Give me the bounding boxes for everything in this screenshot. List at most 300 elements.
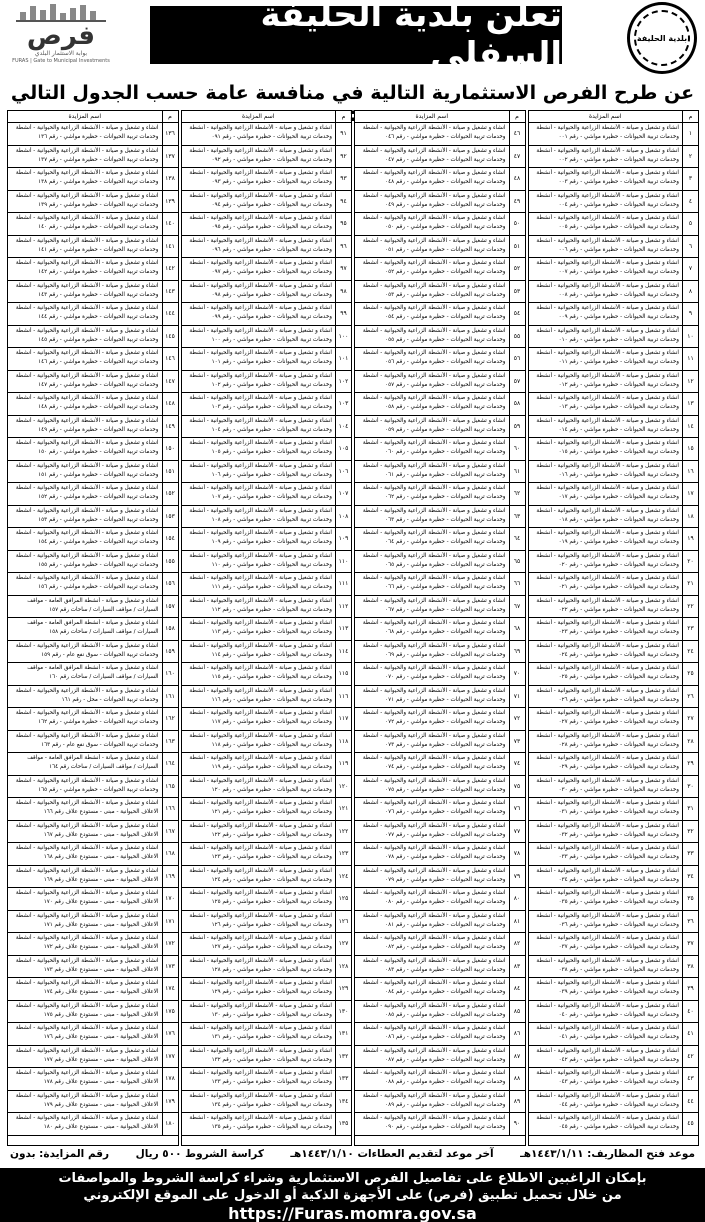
table-row — [355, 393, 525, 416]
row-number: ٦٤ — [509, 528, 525, 550]
row-name: انشاء و تشغيل و صيانة - الأنشطة الزراعية والحيوانية - أنشطة وخدمات تربية الحيوانات - حظيرة مواشي - رقم ٠٣٣ — [536, 845, 679, 860]
table-row — [182, 303, 352, 326]
row-number: ١٤٠ — [162, 213, 178, 235]
row-number: ٣٩ — [682, 978, 698, 1000]
row-name: انشاء و تشغيل و صيانة - الأنشطة الزراعية والحيوانية - أنشطة الاعلاف الحيوانية - مبنى - مستودع علاف رقم ١٧٦ — [15, 1025, 159, 1040]
row-number: ٧٣ — [509, 731, 525, 753]
row-number: ١٦٣ — [162, 731, 178, 753]
row-name: انشاء و تشغيل و صيانة - الأنشطة الزراعية والحيوانية - أنشطة الاعلاف الحيوانية - مبنى - مستودع علاف رقم ١٧٢ — [15, 935, 159, 950]
table-row — [529, 123, 699, 146]
row-name: انشاء و تشغيل و صيانة - الأنشطة الزراعية والحيوانية - أنشطة وخدمات تربية الحيوانات - حظيرة مواشي - رقم ٠٠١ — [536, 125, 679, 140]
row-name: انشاء و تشغيل و صيانة - الأنشطة الزراعية والحيوانية - أنشطة وخدمات تربية الحيوانات - حظيرة مواشي - رقم ١٥٠ — [15, 440, 159, 455]
table-row — [529, 281, 699, 304]
row-number: ١٣٥ — [335, 1113, 351, 1135]
row-number: ١٠٩ — [335, 528, 351, 550]
row-number: ١٢ — [682, 371, 698, 393]
table-row — [355, 686, 525, 709]
table-row — [355, 371, 525, 394]
table-row — [182, 438, 352, 461]
row-name: انشاء و تشغيل و صيانة - الأنشطة الزراعية والحيوانية - أنشطة وخدمات تربية الحيوانات - حظيرة مواشي - رقم ١٠٩ — [189, 530, 332, 545]
row-number: ٤٣ — [682, 1068, 698, 1090]
table-row — [8, 123, 178, 146]
row-number: ٧٢ — [509, 708, 525, 730]
row-name: انشاء و تشغيل و صيانة - الأنشطة الزراعية والحيوانية - أنشطة الاعلاف الحيوانية - مبنى - مستودع علاف رقم ١٧٧ — [15, 1047, 159, 1063]
row-number: ١٥٢ — [162, 483, 178, 505]
table-row — [182, 821, 352, 844]
table-row — [182, 978, 352, 1001]
opportunities-table — [7, 110, 699, 1146]
row-number: ٨٢ — [509, 933, 525, 955]
table-row — [182, 731, 352, 754]
table-row — [529, 168, 699, 191]
row-name: انشاء و تشغيل و صيانة - الأنشطة الزراعية والحيوانية - أنشطة وخدمات تربية الحيوانات - حظيرة مواشي - رقم ١٢١ — [189, 800, 332, 815]
row-number: ١٧١ — [162, 911, 178, 933]
row-number: ٨١ — [509, 911, 525, 933]
row-name: انشاء و تشغيل و صيانة - الأنشطة الزراعية والحيوانية - أنشطة وخدمات تربية الحيوانات - حظيرة مواشي - رقم ١٣٩ — [15, 192, 159, 208]
row-name: انشاء و تشغيل و صيانة - الأنشطة الزراعية والحيوانية - أنشطة وخدمات تربية الحيوانات - حظيرة مواشي - رقم ٠٢٨ — [536, 732, 679, 748]
row-number: ١٣٧ — [162, 146, 178, 168]
row-number: ١٣٨ — [162, 168, 178, 190]
row-number: ٢٤ — [682, 641, 698, 663]
row-number: ١٢٣ — [335, 843, 351, 865]
row-number: ٦٨ — [509, 618, 525, 640]
row-number: ٩٢ — [335, 146, 351, 168]
row-name: انشاء و تشغيل و صيانة - الأنشطة الزراعية والحيوانية - أنشطة وخدمات تربية الحيوانات - حظيرة مواشي - رقم ١٤٧ — [15, 372, 159, 388]
row-number: ٣ — [682, 168, 698, 190]
row-number: ٨٦ — [509, 1023, 525, 1045]
row-name: انشاء و تشغيل و صيانة - الأنشطة الزراعية والحيوانية - أنشطة وخدمات تربية الحيوانات - حظيرة مواشي - رقم ٠٩٦ — [189, 237, 332, 253]
row-name: انشاء و تشغيل و صيانة - الأنشطة الزراعية والحيوانية - أنشطة الاعلاف الحيوانية - مبنى - مستودع علاف رقم ١٧٩ — [15, 1092, 159, 1108]
table-row — [529, 753, 699, 776]
row-number: ١٠ — [682, 326, 698, 348]
row-number: ٣٤ — [682, 866, 698, 888]
row-number: ١٧٢ — [162, 933, 178, 955]
table-row — [8, 821, 178, 844]
row-number: ٩١ — [335, 123, 351, 145]
row-number: ٩٧ — [335, 258, 351, 280]
row-number: ٥٩ — [509, 416, 525, 438]
row-name: انشاء و تشغيل و صيانة - الأنشطة الزراعية والحيوانية - أنشطة وخدمات تربية الحيوانات - حظيرة مواشي - رقم ٠٨٨ — [362, 1070, 506, 1085]
row-name: انشاء و تشغيل و صيانة - الأنشطة الزراعية والحيوانية - أنشطة وخدمات تربية الحيوانات - حظيرة مواشي - رقم ٠٤١ — [536, 1025, 679, 1040]
row-name: انشاء و تشغيل و صيانة - الأنشطة الزراعية والحيوانية - أنشطة وخدمات تربية الحيوانات - حظيرة مواشي - رقم ١١١ — [189, 575, 332, 590]
table-row — [529, 843, 699, 866]
row-number: ١٤٩ — [162, 416, 178, 438]
table-row — [8, 326, 178, 349]
row-name: انشاء و تشغيل و صيانة - الأنشطة الزراعية والحيوانية - أنشطة وخدمات تربية الحيوانات - حظيرة مواشي - رقم ١٢٢ — [189, 822, 332, 838]
municipality-seal-icon — [627, 2, 697, 74]
row-name: انشاء و تشغيل و صيانة - الأنشطة الزراعية والحيوانية - أنشطة وخدمات تربية الحيوانات - حظيرة مواشي - رقم ٠٥١ — [362, 237, 506, 253]
row-name: انشاء و تشغيل و صيانة - الأنشطة الزراعية والحيوانية - أنشطة وخدمات تربية الحيوانات - حظيرة مواشي - رقم ٠٥٣ — [362, 282, 506, 298]
row-name: انشاء و تشغيل و صيانة - الأنشطة الزراعية والحيوانية - أنشطة وخدمات تربية الحيوانات - حظيرة مواشي - رقم ٠٩٢ — [189, 147, 332, 163]
table-row — [355, 326, 525, 349]
table-row — [8, 663, 178, 686]
table-row — [529, 978, 699, 1001]
table-row — [182, 393, 352, 416]
row-number: ١٥٩ — [162, 641, 178, 663]
row-number: ١١٥ — [335, 663, 351, 685]
row-number: ٦٠ — [509, 438, 525, 460]
table-row — [182, 1046, 352, 1069]
table-row — [182, 708, 352, 731]
header-name: اسم المزايدة — [242, 113, 275, 120]
row-number: ١٣٩ — [162, 191, 178, 213]
row-number: ١٧٥ — [162, 1001, 178, 1023]
table-row — [8, 483, 178, 506]
row-number: ١٢٧ — [335, 933, 351, 955]
row-name: انشاء و تشغيل و صيانة - الأنشطة الزراعية والحيوانية - أنشطة وخدمات تربية الحيوانات - حظيرة مواشي - رقم ١١٣ — [189, 620, 332, 635]
row-number: ٧٦ — [509, 798, 525, 820]
row-name: انشاء و تشغيل و صيانة - الأنشطة الزراعية والحيوانية - أنشطة وخدمات تربية الحيوانات - حظيرة مواشي - رقم ١١٩ — [189, 755, 332, 770]
envelope-opening-date: موعد فتح المظاريف: ١٤٤٣/١/١١هـ — [520, 1148, 695, 1160]
row-name: انشاء و تشغيل و صيانة - الأنشطة الزراعية والحيوانية - أنشطة وخدمات تربية الحيوانات - حظيرة مواشي - رقم ١٣٢ — [189, 1047, 332, 1063]
brand-subtitle: بوابة الاستثمار البلدي — [34, 50, 88, 57]
row-number: ٧ — [682, 258, 698, 280]
table-row — [529, 348, 699, 371]
row-name: انشاء و تشغيل و صيانة - الأنشطة الزراعية والحيوانية - أنشطة وخدمات تربية الحيوانات - حظيرة مواشي - رقم ٠٨١ — [362, 912, 506, 928]
table-row — [529, 213, 699, 236]
row-number: ١٦٥ — [162, 776, 178, 798]
table-row — [182, 168, 352, 191]
row-name: انشاء و تشغيل و صيانة - الأنشطة الزراعية والحيوانية - أنشطة وخدمات تربية الحيوانات - حظيرة مواشي - رقم ٠٧٤ — [362, 755, 506, 770]
table-row — [8, 573, 178, 596]
table-row — [182, 191, 352, 214]
row-number: ٧٠ — [509, 663, 525, 685]
row-number: ١٤٦ — [162, 348, 178, 370]
row-name: انشاء و تشغيل و صيانة - الأنشطة الزراعية والحيوانية - أنشطة وخدمات تربية الحيوانات - حظيرة مواشي - رقم ٠٥٤ — [362, 305, 506, 320]
row-number: ٨٧ — [509, 1046, 525, 1068]
row-number: ٢٧ — [682, 708, 698, 730]
row-number: ١١ — [682, 348, 698, 370]
row-number: ١٣٤ — [335, 1091, 351, 1113]
table-row — [182, 798, 352, 821]
table-row — [8, 1023, 178, 1046]
table-row — [8, 236, 178, 259]
table-row — [529, 888, 699, 911]
row-name: انشاء و تشغيل و صيانة - الأنشطة الزراعية والحيوانية - أنشطة وخدمات تربية الحيوانات - سوق نفع عام - رقم ١٦٣ — [15, 732, 159, 748]
table-row — [355, 978, 525, 1001]
row-name: انشاء و تشغيل و صيانة - الأنشطة الزراعية والحيوانية - أنشطة وخدمات تربية الحيوانات - حظيرة مواشي - رقم ١٠١ — [189, 350, 332, 365]
row-number: ١٧٠ — [162, 888, 178, 910]
row-number: ٢١ — [682, 573, 698, 595]
row-name: انشاء و تشغيل و صيانة - الأنشطة الزراعية والحيوانية - أنشطة وخدمات تربية الحيوانات - حظيرة مواشي - رقم ٠٧١ — [362, 687, 506, 703]
row-number: ٣٧ — [682, 933, 698, 955]
row-number: ٩٠ — [509, 1113, 525, 1135]
row-name: انشاء و تشغيل و صيانة - الأنشطة الزراعية والحيوانية - أنشطة وخدمات تربية الحيوانات - حظيرة مواشي - رقم ٠٨٠ — [362, 890, 506, 905]
row-name: انشاء و تشغيل و صيانة - الأنشطة الزراعية والحيوانية - أنشطة وخدمات تربية الحيوانات - حظيرة مواشي - رقم ١٢٨ — [189, 957, 332, 973]
website-link[interactable]: https://Furas.momra.gov.sa — [228, 1204, 477, 1222]
row-number: ١١٧ — [335, 708, 351, 730]
row-number: ٥١ — [509, 236, 525, 258]
footer-note-2: من خلال تحميل تطبيق (فرص) على الأجهزة الذكية أو الدخول على الموقع الإلكتروني — [83, 1188, 622, 1203]
table-row — [529, 933, 699, 956]
row-name: انشاء و تشغيل و صيانة - الأنشطة الزراعية والحيوانية - أنشطة وخدمات تربية الحيوانات - حظيرة مواشي - رقم ٠٣٠ — [536, 777, 679, 793]
table-row — [8, 528, 178, 551]
row-number: ١١٦ — [335, 686, 351, 708]
row-name: انشاء و تشغيل و صيانة - الأنشطة الزراعية والحيوانية - أنشطة وخدمات تربية الحيوانات - حظيرة مواشي - رقم ٠١٥ — [536, 440, 679, 455]
row-name: انشاء و تشغيل و صيانة - الأنشطة الزراعية والحيوانية - أنشطة وخدمات تربية الحيوانات - حظيرة مواشي - رقم ١٥٣ — [15, 507, 159, 523]
table-row — [355, 1113, 525, 1136]
table-row — [529, 708, 699, 731]
row-name: انشاء و تشغيل و صيانة - الأنشطة الزراعية والحيوانية - أنشطة وخدمات تربية الحيوانات - حظيرة مواشي - رقم ٠٩١ — [189, 125, 332, 140]
row-name: انشاء و تشغيل و صيانة - الأنشطة الزراعية والحيوانية - أنشطة وخدمات تربية الحيوانات - حظيرة مواشي - رقم ٠٠٤ — [536, 192, 679, 208]
row-name: انشاء و تشغيل و صيانة - الأنشطة الزراعية والحيوانية - أنشطة وخدمات تربية الحيوانات - حظيرة مواشي - رقم ٠٣٩ — [536, 980, 679, 995]
table-row — [355, 146, 525, 169]
row-name: انشاء و تشغيل و صيانة - الأنشطة الزراعية والحيوانية - أنشطة وخدمات تربية الحيوانات - حظيرة مواشي - رقم ٠٣١ — [536, 800, 679, 815]
table-row — [355, 618, 525, 641]
row-number: ٢٨ — [682, 731, 698, 753]
row-number: ٨٠ — [509, 888, 525, 910]
row-name: انشاء و تشغيل و صيانة - الأنشطة الزراعية والحيوانية - أنشطة وخدمات تربية الحيوانات - حظيرة مواشي - رقم ٠٩٥ — [189, 215, 332, 230]
table-row — [8, 641, 178, 664]
row-name: انشاء و تشغيل و صيانة - الأنشطة الزراعية والحيوانية - أنشطة وخدمات تربية الحيوانات - حظيرة مواشي - رقم ٠٥٧ — [362, 372, 506, 388]
table-row — [355, 663, 525, 686]
row-number: ٦١ — [509, 461, 525, 483]
row-number: ٢٢ — [682, 596, 698, 618]
table-row — [8, 978, 178, 1001]
row-number: ١٥٥ — [162, 551, 178, 573]
row-name: انشاء و تشغيل و صيانة - الأنشطة الزراعية والحيوانية - أنشطة وخدمات تربية الحيوانات - حظيرة مواشي - رقم ٠٧٨ — [362, 845, 506, 860]
table-row — [182, 933, 352, 956]
row-number: ١٥٨ — [162, 618, 178, 640]
row-name: انشاء و تشغيل و صيانة - الأنشطة الزراعية والحيوانية - أنشطة وخدمات تربية الحيوانات - حظيرة مواشي - رقم ١٦٢ — [15, 710, 159, 725]
row-name: انشاء و تشغيل و صيانة - الأنشطة الزراعية والحيوانية - أنشطة وخدمات تربية الحيوانات - حظيرة مواشي - رقم ٠٤٨ — [362, 170, 506, 185]
row-number: ٦٢ — [509, 483, 525, 505]
row-name: انشاء و تشغيل و صيانة - الأنشطة الزراعية والحيوانية - أنشطة وخدمات تربية الحيوانات - حظيرة مواشي - رقم ٠٧٦ — [362, 800, 506, 815]
row-number: ١٦٢ — [162, 708, 178, 730]
row-name: انشاء و تشغيل و صيانة - الأنشطة الزراعية والحيوانية - أنشطة وخدمات تربية الحيوانات - حظيرة مواشي - رقم ٠٤٦ — [362, 125, 506, 140]
row-number: ٣٢ — [682, 821, 698, 843]
row-name: انشاء و تشغيل و صيانة - الأنشطة الزراعية والحيوانية - أنشطة وخدمات تربية الحيوانات - حظيرة مواشي - رقم ٠٨٣ — [362, 957, 506, 973]
row-number: ١١٢ — [335, 596, 351, 618]
row-name: انشاء و تشغيل و صيانة - الأنشطة الزراعية والحيوانية - أنشطة وخدمات تربية الحيوانات - حظيرة مواشي - رقم ٠٧٠ — [362, 665, 506, 680]
row-name: انشاء و تشغيل و صيانة - الأنشطة الزراعية والحيوانية - أنشطة وخدمات تربية الحيوانات - حظيرة مواشي - رقم ٠٩٩ — [189, 305, 332, 320]
row-number: ١٢٩ — [335, 978, 351, 1000]
row-number: ١٥ — [682, 438, 698, 460]
brand-english: FURAS | Gate to Municipal Investments — [12, 58, 110, 64]
row-name: انشاء و تشغيل و صيانة - الأنشطة الزراعية والحيوانية - أنشطة وخدمات تربية الحيوانات - حظيرة مواشي - رقم ٠٢٠ — [536, 552, 679, 568]
table-row — [8, 438, 178, 461]
row-number: ١٢٥ — [335, 888, 351, 910]
row-name: انشاء و تشغيل و صيانة - الأنشطة الزراعية والحيوانية - أنشطة وخدمات تربية الحيوانات - حظيرة مواشي - رقم ١٣٧ — [15, 147, 159, 163]
table-header — [355, 111, 525, 123]
row-number: ٢٦ — [682, 686, 698, 708]
row-number: ٢٠ — [682, 551, 698, 573]
row-number: ١٦٠ — [162, 663, 178, 685]
table-row — [8, 1068, 178, 1091]
row-name: انشاء و تشغيل و صيانة - الأنشطة الزراعية والحيوانية - أنشطة وخدمات تربية الحيوانات - حظيرة مواشي - رقم ٠١١ — [536, 350, 679, 365]
table-row — [182, 326, 352, 349]
table-row — [182, 213, 352, 236]
row-name: انشاء و تشغيل و صيانة - الأنشطة الزراعية والحيوانية - أنشطة وخدمات تربية الحيوانات - حظيرة مواشي - رقم ٠٣٨ — [536, 957, 679, 973]
table-row — [182, 866, 352, 889]
row-number: ٢٩ — [682, 753, 698, 775]
row-name: انشاء و تشغيل و صيانة - الأنشطة الزراعية والحيوانية - أنشطة وخدمات تربية الحيوانات - حظيرة مواشي - رقم ١٣٤ — [189, 1092, 332, 1108]
table-row — [182, 686, 352, 709]
row-number: ٣٨ — [682, 956, 698, 978]
row-name: انشاء و تشغيل و صيانة - الأنشطة الزراعية والحيوانية - أنشطة وخدمات تربية الحيوانات - حظيرة مواشي - رقم ٠٠٨ — [536, 282, 679, 298]
row-name: انشاء و تشغيل و صيانة - الأنشطة الزراعية والحيوانية - أنشطة وخدمات تربية الحيوانات - حظيرة مواشي - رقم ٠٦٦ — [362, 575, 506, 590]
table-row — [355, 956, 525, 979]
row-number: ٩ — [682, 303, 698, 325]
row-name: انشاء و تشغيل و صيانة - الأنشطة الزراعية والحيوانية - أنشطة وخدمات تربية الحيوانات - حظيرة مواشي - رقم ٠٢٥ — [536, 665, 679, 680]
table-row — [355, 191, 525, 214]
table-row — [182, 348, 352, 371]
auction-number: رقم المزايدة: بدون — [10, 1148, 110, 1160]
row-number: ١٠٠ — [335, 326, 351, 348]
row-name: انشاء و تشغيل و صيانة - الأنشطة الزراعية والحيوانية - أنشطة وخدمات تربية الحيوانات - حظيرة مواشي - رقم ١٢٣ — [189, 845, 332, 860]
row-name: انشاء و تشغيل و صيانة - الأنشطة الزراعية والحيوانية - أنشطة وخدمات تربية الحيوانات - حظيرة مواشي - رقم ١٣٨ — [15, 170, 159, 185]
row-number: ٦٧ — [509, 596, 525, 618]
table-row — [529, 663, 699, 686]
row-number: ٩٩ — [335, 303, 351, 325]
row-name: انشاء و تشغيل و صيانة - الأنشطة الزراعية والحيوانية - أنشطة وخدمات تربية الحيوانات - حظيرة مواشي - رقم ٠٦٢ — [362, 485, 506, 500]
table-row — [355, 731, 525, 754]
skyline-icon — [16, 4, 106, 22]
table-row — [182, 506, 352, 529]
row-name: انشاء و تشغيل و صيانة - الأنشطة الزراعية والحيوانية - أنشطة وخدمات تربية الحيوانات - حظيرة مواشي - رقم ١٢٤ — [189, 867, 332, 883]
row-name: انشاء و تشغيل و صيانة - الأنشطة الزراعية والحيوانية - أنشطة وخدمات تربية الحيوانات - حظيرة مواشي - رقم ٠٣٢ — [536, 822, 679, 838]
row-name: انشاء و تشغيل و صيانة - الأنشطة الزراعية والحيوانية - أنشطة وخدمات تربية الحيوانات - حظيرة مواشي - رقم ١٠٣ — [189, 395, 332, 410]
table-row — [529, 393, 699, 416]
row-name: انشاء و تشغيل و صيانة - الأنشطة الزراعية والحيوانية - أنشطة وخدمات تربية الحيوانات - حظيرة مواشي - رقم ٠٧٥ — [362, 777, 506, 793]
row-number: ١٨ — [682, 506, 698, 528]
table-row — [8, 348, 178, 371]
seal-text: بلدية الحليفة — [634, 10, 690, 66]
row-name: انشاء و تشغيل و صيانة - الأنشطة الزراعية والحيوانية - أنشطة وخدمات تربية الحيوانات - حظيرة مواشي - رقم ٠٣٦ — [536, 912, 679, 928]
table-row — [8, 843, 178, 866]
row-number: ١٥٤ — [162, 528, 178, 550]
row-number: ١٣١ — [335, 1023, 351, 1045]
header — [0, 0, 705, 80]
table-header — [529, 111, 699, 123]
table-row — [182, 258, 352, 281]
table-row — [355, 303, 525, 326]
row-number: ١٤٢ — [162, 258, 178, 280]
row-name: انشاء و تشغيل و صيانة - الأنشطة الزراعية والحيوانية - أنشطة الاعلاف الحيوانية - مبنى - مستودع علاف رقم ١٦٧ — [15, 822, 159, 838]
row-name: انشاء و تشغيل و صيانة - الأنشطة الزراعية والحيوانية - أنشطة الاعلاف الحيوانية - مبنى - مستودع علاف رقم ١٦٨ — [15, 845, 159, 860]
row-number: ٥٣ — [509, 281, 525, 303]
table-row — [529, 641, 699, 664]
header-number: م — [509, 111, 525, 122]
row-name: انشاء و تشغيل و صيانة - الأنشطة الزراعية والحيوانية - أنشطة وخدمات تربية الحيوانات - حظيرة مواشي - رقم ١٤٩ — [15, 417, 159, 433]
table-row — [355, 236, 525, 259]
row-name: انشاء و تشغيل و صيانة - الأنشطة الزراعية والحيوانية - أنشطة وخدمات تربية الحيوانات - حظيرة مواشي - رقم ٠٢٩ — [536, 755, 679, 770]
row-name: انشاء و تشغيل و صيانة - الأنشطة الزراعية والحيوانية - أنشطة وخدمات تربية الحيوانات - حظيرة مواشي - رقم ١٠٥ — [189, 440, 332, 455]
row-number: ٤ — [682, 191, 698, 213]
row-number: ١٥٦ — [162, 573, 178, 595]
row-name: انشاء و تشغيل و صيانة - الأنشطة الزراعية والحيوانية - أنشطة وخدمات تربية الحيوانات - محل - رقم ١٦١ — [15, 687, 159, 703]
table-column — [528, 110, 700, 1146]
row-number: ١٧ — [682, 483, 698, 505]
row-number: ٤٧ — [509, 146, 525, 168]
row-number: ١٥٧ — [162, 596, 178, 618]
table-row — [8, 281, 178, 304]
header-number: م — [162, 111, 178, 122]
table-row — [8, 461, 178, 484]
row-number: ٧٩ — [509, 866, 525, 888]
row-name: انشاء و تشغيل و صيانة - الأنشطة الزراعية والحيوانية - أنشطة الاعلاف الحيوانية - مبنى - مستودع علاف رقم ١٨٠ — [15, 1115, 159, 1130]
table-row — [8, 686, 178, 709]
row-name: انشاء و تشغيل و صيانة - الأنشطة الزراعية والحيوانية - أنشطة وخدمات تربية الحيوانات - حظيرة مواشي - رقم ٠٥٩ — [362, 417, 506, 433]
row-name: انشاء و تشغيل و صيانة - الأنشطة الزراعية والحيوانية - أنشطة وخدمات تربية الحيوانات - حظيرة مواشي - رقم ١٤٤ — [15, 305, 159, 320]
table-row — [529, 573, 699, 596]
row-name: انشاء و تشغيل و صيانة - الأنشطة الزراعية والحيوانية - أنشطة الاعلاف الحيوانية - مبنى - مستودع علاف رقم ١٧١ — [15, 912, 159, 928]
table-row — [355, 258, 525, 281]
row-name: انشاء و تشغيل و صيانة - الأنشطة الزراعية والحيوانية - أنشطة وخدمات تربية الحيوانات - حظيرة مواشي - رقم ١١٠ — [189, 552, 332, 568]
row-number: ٣٠ — [682, 776, 698, 798]
row-number: ٧٥ — [509, 776, 525, 798]
row-number: ١٤١ — [162, 236, 178, 258]
row-name: انشاء و تشغيل و صيانة - الأنشطة الزراعية والحيوانية - أنشطة وخدمات تربية الحيوانات - حظيرة مواشي - رقم ١١٥ — [189, 665, 332, 680]
row-name: انشاء و تشغيل و صيانة - الأنشطة الزراعية والحيوانية - أنشطة وخدمات تربية الحيوانات - حظيرة مواشي - رقم ٠٤٧ — [362, 147, 506, 163]
table-row — [8, 506, 178, 529]
table-row — [355, 1023, 525, 1046]
row-number: ١٤ — [682, 416, 698, 438]
row-number: ١٢٢ — [335, 821, 351, 843]
row-name: انشاء و تشغيل و صيانة - الأنشطة الزراعية والحيوانية - أنشطة وخدمات تربية الحيوانات - حظيرة مواشي - رقم ٠٩٨ — [189, 282, 332, 298]
row-name: انشاء و تشغيل و صيانة - الأنشطة الزراعية والحيوانية - أنشطة وخدمات تربية الحيوانات - حظيرة مواشي - رقم ١٢٩ — [189, 980, 332, 995]
row-name: انشاء و تشغيل و صيانة - الأنشطة الزراعية والحيوانية - أنشطة وخدمات تربية الحيوانات - حظيرة مواشي - رقم ٠٦٨ — [362, 620, 506, 635]
table-row — [8, 798, 178, 821]
row-name: انشاء و تشغيل و صيانة - الأنشطة الزراعية والحيوانية - أنشطة وخدمات تربية الحيوانات - حظيرة مواشي - رقم ١٥١ — [15, 462, 159, 478]
row-number: ٧١ — [509, 686, 525, 708]
row-name: انشاء و تشغيل و صيانة - الأنشطة الزراعية والحيوانية - أنشطة وخدمات تربية الحيوانات - حظيرة مواشي - رقم ٠٢١ — [536, 575, 679, 590]
row-number: ٦٦ — [509, 573, 525, 595]
row-number: ١٠٨ — [335, 506, 351, 528]
row-number: ٥٨ — [509, 393, 525, 415]
table-row — [529, 1091, 699, 1114]
row-name: انشاء و تشغيل و صيانة - الأنشطة الزراعية والحيوانية - أنشطة وخدمات تربية الحيوانات - حظيرة مواشي - رقم ٠٠٢ — [536, 147, 679, 163]
row-name: انشاء و تشغيل و صيانة - الأنشطة الزراعية والحيوانية - أنشطة الاعلاف الحيوانية - مبنى - مستودع علاف رقم ١٦٦ — [15, 800, 159, 815]
table-row — [529, 618, 699, 641]
table-row — [355, 483, 525, 506]
row-name: انشاء و تشغيل و صيانة - الأنشطة الزراعية والحيوانية - أنشطة وخدمات تربية الحيوانات - حظيرة مواشي - رقم ١٣٣ — [189, 1070, 332, 1085]
row-name: انشاء و تشغيل و صيانة - أنشطة المرافق العامة - مواقف السيارات / مواقف السيارات / ساحات رقم ١٦٠ — [27, 665, 159, 680]
table-row — [529, 956, 699, 979]
table-row — [182, 596, 352, 619]
row-number: ٢٣ — [682, 618, 698, 640]
row-name: انشاء و تشغيل و صيانة - الأنشطة الزراعية والحيوانية - أنشطة وخدمات تربية الحيوانات - حظيرة مواشي - رقم ٠٧٣ — [362, 732, 506, 748]
table-row — [8, 371, 178, 394]
announcement-subtitle: عن طرح الفرص الاستثمارية التالية في منافسة عامة حسب الجدول التالي : — [10, 82, 695, 126]
row-name: انشاء و تشغيل و صيانة - الأنشطة الزراعية والحيوانية - أنشطة وخدمات تربية الحيوانات - حظيرة مواشي - رقم ١٠٤ — [189, 417, 332, 433]
submission-deadline: آخر موعد لتقديم العطاءات ١٤٤٣/١/١٠هـ — [290, 1148, 494, 1160]
row-name: انشاء و تشغيل و صيانة - الأنشطة الزراعية والحيوانية - أنشطة وخدمات تربية الحيوانات - حظيرة مواشي - رقم ٠٦٣ — [362, 507, 506, 523]
table-row — [355, 821, 525, 844]
table-row — [182, 551, 352, 574]
row-number: ١٠٥ — [335, 438, 351, 460]
row-number: ١٧٨ — [162, 1068, 178, 1090]
row-number: ٤٠ — [682, 1001, 698, 1023]
row-name: انشاء و تشغيل و صيانة - الأنشطة الزراعية والحيوانية - أنشطة وخدمات تربية الحيوانات - حظيرة مواشي - رقم ١٠٨ — [189, 507, 332, 523]
table-row — [529, 303, 699, 326]
row-name: انشاء و تشغيل و صيانة - الأنشطة الزراعية والحيوانية - أنشطة وخدمات تربية الحيوانات - حظيرة مواشي - رقم ١٥٢ — [15, 485, 159, 500]
table-row — [8, 191, 178, 214]
table-row — [8, 146, 178, 169]
row-name: انشاء و تشغيل و صيانة - الأنشطة الزراعية والحيوانية - أنشطة وخدمات تربية الحيوانات - حظيرة مواشي - رقم ١٥٤ — [15, 530, 159, 545]
table-row — [182, 753, 352, 776]
table-row — [8, 731, 178, 754]
row-number: ١١١ — [335, 573, 351, 595]
row-number: ١٦٦ — [162, 798, 178, 820]
row-name: انشاء و تشغيل و صيانة - الأنشطة الزراعية والحيوانية - أنشطة وخدمات تربية الحيوانات - حظيرة مواشي - رقم ١١٢ — [189, 597, 332, 613]
row-name: انشاء و تشغيل و صيانة - الأنشطة الزراعية والحيوانية - أنشطة وخدمات تربية الحيوانات - حظيرة مواشي - رقم ٠٧٢ — [362, 710, 506, 725]
table-row — [529, 798, 699, 821]
furas-logo — [6, 4, 116, 76]
table-row — [8, 911, 178, 934]
row-number: ١٧٤ — [162, 978, 178, 1000]
table-row — [8, 776, 178, 799]
